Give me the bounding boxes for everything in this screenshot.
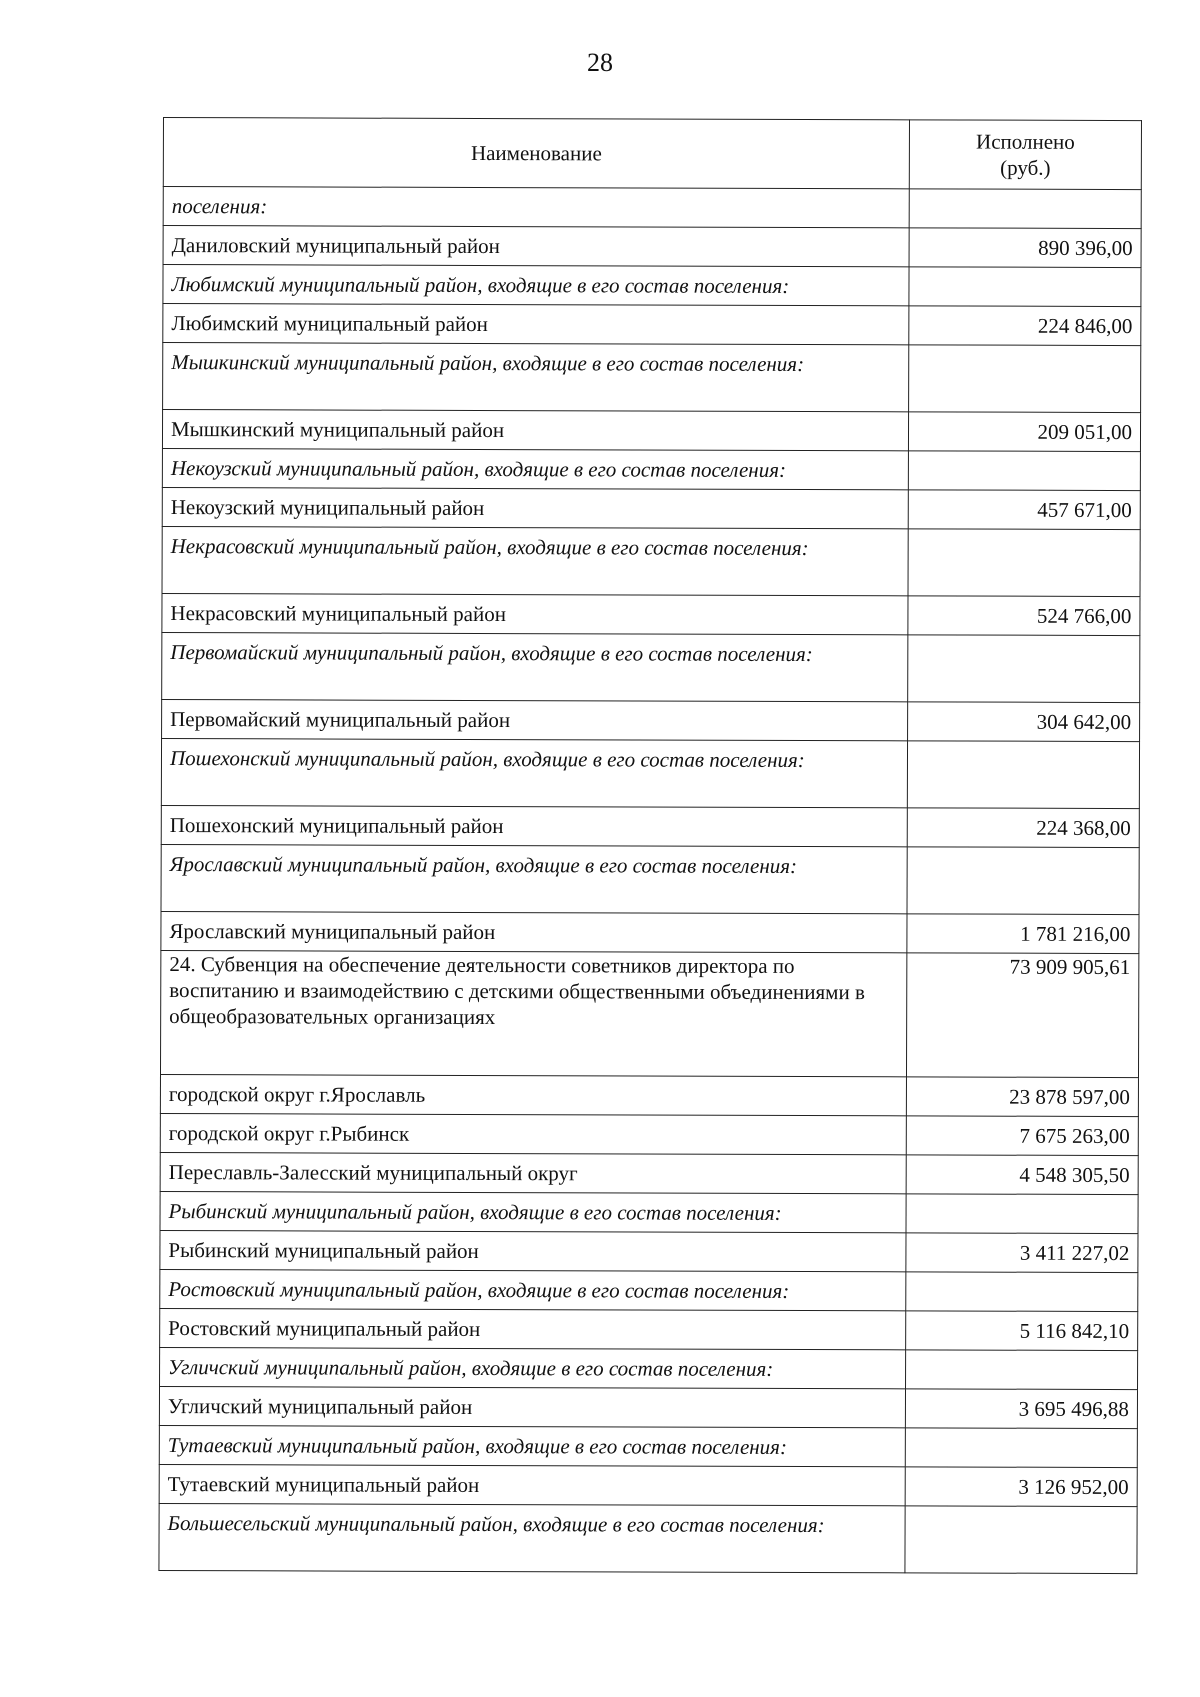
table-row [162,487,1140,529]
row-value [907,741,1139,809]
row-value [906,1272,1138,1312]
table-row [160,1308,1138,1350]
row-name: Рыбинский муниципальный район [160,1230,906,1271]
table-row [163,265,1141,307]
row-value: 890 396,00 [909,228,1141,268]
column-header-name: Наименование [163,118,909,189]
row-name: Ярославский муниципальный район, входящие в его состав поселения: [161,844,907,913]
row-value: 7 675 263,00 [906,1116,1138,1156]
row-name: Первомайский муниципальный район [162,699,908,740]
row-name: Пошехонский муниципальный район, входящие в его состав поселения: [161,738,907,807]
row-name: Тутаевский муниципальный район, входящие в его состав поселения: [159,1425,905,1466]
row-value: 224 368,00 [907,808,1139,848]
row-value: 3 126 952,00 [905,1467,1137,1507]
row-name: Угличский муниципальный район [159,1386,905,1427]
table-row [161,805,1139,847]
row-name: Даниловский муниципальный район [163,226,909,267]
table-row [160,1074,1138,1116]
row-name: Тутаевский муниципальный район [159,1464,905,1505]
row-name: Угличский муниципальный район, входящие в его состав поселения: [160,1347,906,1388]
row-name: Ярославский муниципальный район [161,911,907,952]
table-row [162,632,1140,702]
row-value: 3 695 496,88 [905,1389,1137,1429]
row-value [908,529,1140,597]
row-value: 457 671,00 [908,490,1140,530]
table-row [163,343,1141,413]
table-row [159,1464,1137,1506]
table-row [159,1503,1137,1573]
table-row [160,1269,1138,1311]
row-name: городской округ г.Ярославль [160,1074,906,1115]
row-value [909,267,1141,307]
page-number: 28 [587,48,613,77]
row-value: 224 846,00 [909,306,1141,346]
table-row [161,738,1139,808]
row-name: Мышкинский муниципальный район [162,410,908,451]
row-value [909,345,1141,413]
row-name: Большесельский муниципальный район, входящие в его состав поселения: [159,1503,905,1572]
table-row [160,1191,1138,1233]
table-row [162,410,1140,452]
row-value [905,1428,1137,1468]
row-name: Любимский муниципальный район, входящие в его состав поселения: [163,265,909,306]
table-row [161,844,1139,914]
row-value [907,847,1139,915]
table-row [160,1347,1138,1389]
table-row [159,1386,1137,1428]
table-header-row [163,118,1141,190]
row-value: 524 766,00 [908,596,1140,636]
row-name: Мышкинский муниципальный район, входящие в его состав поселения: [163,343,909,412]
table-row [159,1425,1137,1467]
row-value: 209 051,00 [908,412,1140,452]
table-row [161,911,1139,953]
row-name: городской округ г.Рыбинск [160,1113,906,1154]
table-row [163,226,1141,268]
row-name: Ростовский муниципальный район, входящие в его состав поселения: [160,1269,906,1310]
budget-table [158,117,1142,1574]
row-name: Любимский муниципальный район [163,304,909,345]
row-value [909,189,1141,229]
column-header-executed-line2: (руб.) [1000,155,1051,180]
row-name: Первомайский муниципальный район, входящие в его состав поселения: [162,632,908,701]
row-name: Некрасовский муниципальный район [162,593,908,634]
table-row [163,304,1141,346]
table-row [160,1152,1138,1194]
table-row [160,1230,1138,1272]
row-name: Пошехонский муниципальный район [161,805,907,846]
row-name: Рыбинский муниципальный район, входящие в его состав поселения: [160,1191,906,1232]
row-value: 304 642,00 [908,702,1140,742]
section-title: 24. Субвенция на обеспечение деятельности советников директора по воспитанию и взаимодействию с детскими общественными объединениями в общеобразовательных организациях [160,950,906,1076]
row-value: 5 116 842,10 [906,1311,1138,1351]
table-row [163,187,1141,229]
row-value: 3 411 227,02 [906,1233,1138,1273]
row-value: 4 548 305,50 [906,1155,1138,1195]
column-header-executed-line1: Исполнено [976,129,1075,154]
table-row [162,448,1140,490]
section-total: 73 909 905,61 [906,953,1138,1078]
row-value [906,1350,1138,1390]
row-value: 23 878 597,00 [906,1077,1138,1117]
row-name: Переславль-Залесский муниципальный округ [160,1152,906,1193]
table-row [162,526,1140,596]
row-value [908,635,1140,703]
column-header-executed [909,120,1141,190]
row-name: Некрасовский муниципальный район, входящие в его состав поселения: [162,526,908,595]
row-value [906,1194,1138,1234]
table-row [162,593,1140,635]
table-row [160,1113,1138,1155]
row-name: поселения: [163,187,909,228]
row-value [908,451,1140,491]
section-row [160,950,1138,1077]
row-name: Ростовский муниципальный район [160,1308,906,1349]
row-value: 1 781 216,00 [907,914,1139,954]
table-row [162,699,1140,741]
row-value [905,1506,1137,1574]
row-name: Некоузский муниципальный район, входящие в его состав поселения: [162,448,908,489]
row-name: Некоузский муниципальный район [162,487,908,528]
